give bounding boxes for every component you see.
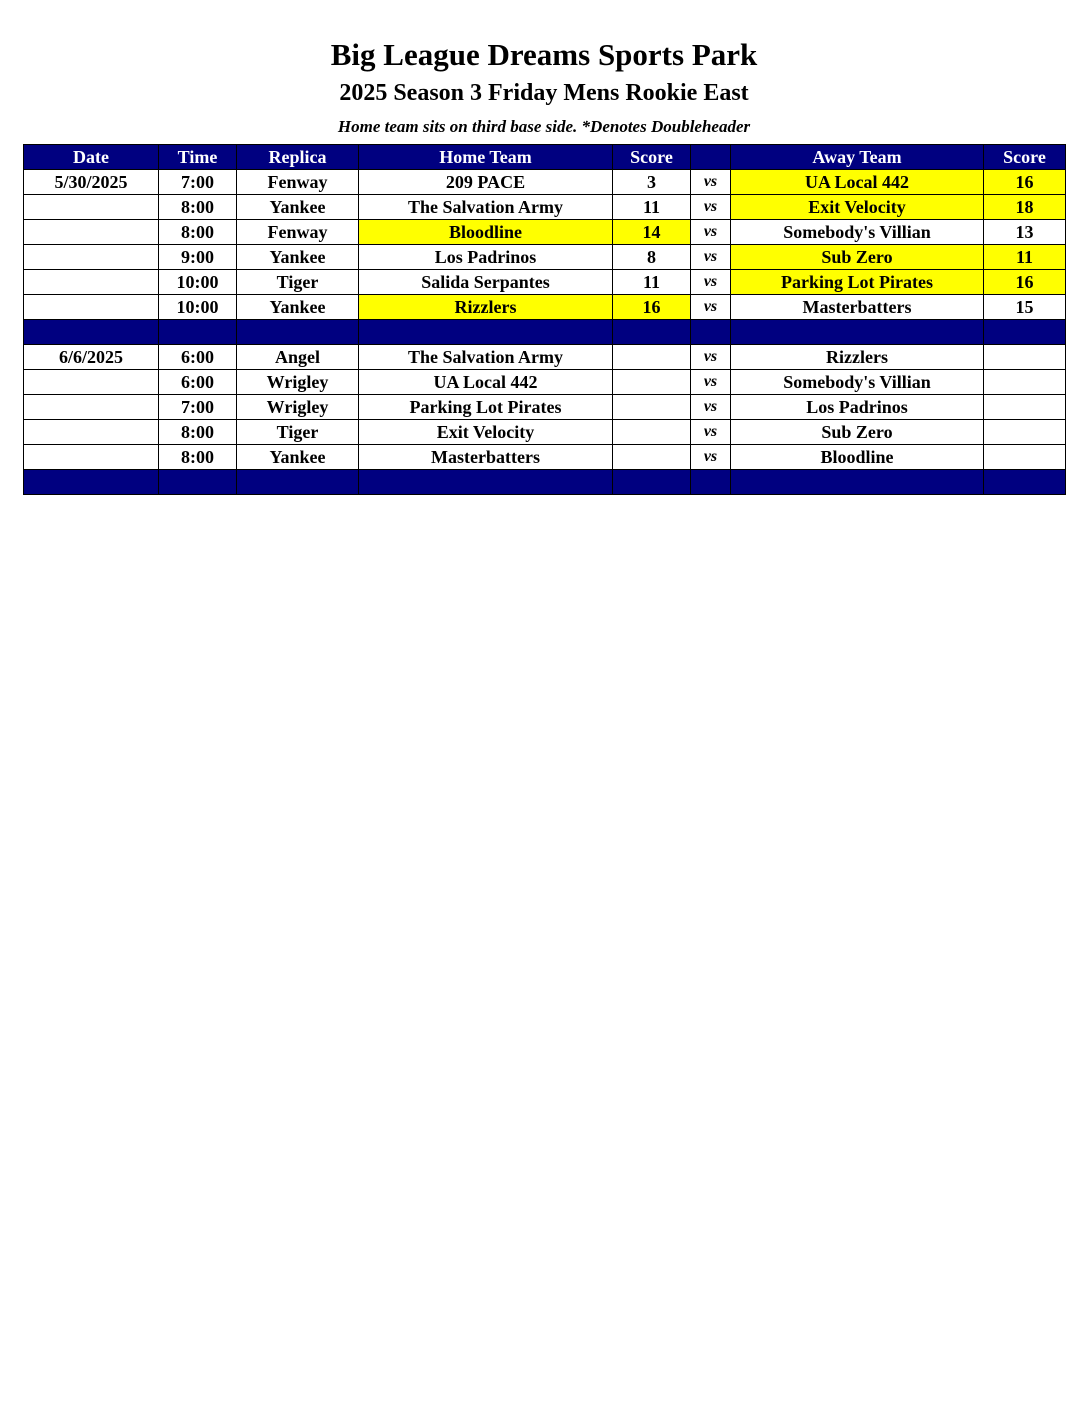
home-team-cell: Exit Velocity	[359, 420, 613, 445]
separator-cell	[359, 320, 613, 345]
away-score-cell: 16	[984, 270, 1066, 295]
page-subtitle: 2025 Season 3 Friday Mens Rookie East	[339, 80, 749, 106]
date-cell	[24, 395, 159, 420]
separator-cell	[237, 320, 359, 345]
day-separator-row	[24, 320, 1066, 345]
date-cell	[24, 370, 159, 395]
home-score-cell	[613, 420, 691, 445]
date-cell: 5/30/2025	[24, 170, 159, 195]
home-team-cell: UA Local 442	[359, 370, 613, 395]
vs-cell: vs	[691, 220, 731, 245]
replica-cell: Angel	[237, 345, 359, 370]
table-row	[24, 170, 1066, 195]
vs-cell: vs	[691, 420, 731, 445]
time-cell: 7:00	[159, 395, 237, 420]
away-score-cell: 15	[984, 295, 1066, 320]
separator-cell	[159, 470, 237, 495]
away-score-cell: 11	[984, 245, 1066, 270]
home-team-cell: Rizzlers	[359, 295, 613, 320]
table-row	[24, 270, 1066, 295]
vs-cell: vs	[691, 445, 731, 470]
separator-cell	[359, 470, 613, 495]
replica-cell: Fenway	[237, 220, 359, 245]
replica-cell: Wrigley	[237, 370, 359, 395]
separator-cell	[613, 470, 691, 495]
date-cell: 6/6/2025	[24, 345, 159, 370]
separator-cell	[691, 320, 731, 345]
away-score-cell: 16	[984, 170, 1066, 195]
date-cell	[24, 245, 159, 270]
date-cell	[24, 445, 159, 470]
away-team-cell: Sub Zero	[731, 420, 984, 445]
away-score-cell	[984, 420, 1066, 445]
home-team-cell: Parking Lot Pirates	[359, 395, 613, 420]
schedule-body	[24, 170, 1066, 495]
separator-cell	[691, 470, 731, 495]
vs-cell: vs	[691, 170, 731, 195]
replica-cell: Yankee	[237, 295, 359, 320]
time-cell: 7:00	[159, 170, 237, 195]
column-header-home-score: Score	[613, 145, 691, 170]
home-team-cell: Los Padrinos	[359, 245, 613, 270]
vs-cell: vs	[691, 295, 731, 320]
away-score-cell: 13	[984, 220, 1066, 245]
table-row	[24, 370, 1066, 395]
away-team-cell: UA Local 442	[731, 170, 984, 195]
column-header-home-team: Home Team	[359, 145, 613, 170]
away-team-cell: Somebody's Villian	[731, 220, 984, 245]
replica-cell: Tiger	[237, 270, 359, 295]
home-team-cell: 209 PACE	[359, 170, 613, 195]
vs-cell: vs	[691, 345, 731, 370]
table-row	[24, 395, 1066, 420]
replica-cell: Fenway	[237, 170, 359, 195]
away-team-cell: Masterbatters	[731, 295, 984, 320]
separator-cell	[731, 320, 984, 345]
vs-cell: vs	[691, 245, 731, 270]
table-row	[24, 245, 1066, 270]
date-cell	[24, 220, 159, 245]
home-score-cell	[613, 445, 691, 470]
away-score-cell	[984, 345, 1066, 370]
away-team-cell: Rizzlers	[731, 345, 984, 370]
time-cell: 10:00	[159, 270, 237, 295]
page-title: Big League Dreams Sports Park	[330, 37, 758, 72]
away-score-cell	[984, 370, 1066, 395]
table-row	[24, 295, 1066, 320]
separator-cell	[159, 320, 237, 345]
date-cell	[24, 270, 159, 295]
column-header-away-score: Score	[984, 145, 1066, 170]
home-team-cell: The Salvation Army	[359, 195, 613, 220]
home-score-cell: 3	[613, 170, 691, 195]
vs-cell: vs	[691, 195, 731, 220]
away-score-cell: 18	[984, 195, 1066, 220]
column-header-replica: Replica	[237, 145, 359, 170]
home-score-cell: 16	[613, 295, 691, 320]
table-header-row	[24, 145, 1066, 170]
table-row	[24, 420, 1066, 445]
date-cell	[24, 295, 159, 320]
vs-cell: vs	[691, 395, 731, 420]
time-cell: 8:00	[159, 195, 237, 220]
column-header-vs	[691, 145, 731, 170]
home-score-cell	[613, 370, 691, 395]
date-cell	[24, 420, 159, 445]
schedule-table	[23, 144, 1066, 495]
replica-cell: Yankee	[237, 445, 359, 470]
away-team-cell: Parking Lot Pirates	[731, 270, 984, 295]
table-row	[24, 195, 1066, 220]
away-team-cell: Bloodline	[731, 445, 984, 470]
home-score-cell: 11	[613, 270, 691, 295]
separator-cell	[984, 320, 1066, 345]
away-team-cell: Los Padrinos	[731, 395, 984, 420]
replica-cell: Wrigley	[237, 395, 359, 420]
home-team-cell: Bloodline	[359, 220, 613, 245]
table-row	[24, 445, 1066, 470]
replica-cell: Yankee	[237, 245, 359, 270]
replica-cell: Tiger	[237, 420, 359, 445]
time-cell: 8:00	[159, 220, 237, 245]
day-separator-row	[24, 470, 1066, 495]
time-cell: 6:00	[159, 345, 237, 370]
time-cell: 6:00	[159, 370, 237, 395]
away-score-cell	[984, 395, 1066, 420]
column-header-away-team: Away Team	[731, 145, 984, 170]
away-team-cell: Sub Zero	[731, 245, 984, 270]
home-score-cell: 11	[613, 195, 691, 220]
home-team-cell: Salida Serpantes	[359, 270, 613, 295]
table-row	[24, 345, 1066, 370]
separator-cell	[613, 320, 691, 345]
time-cell: 10:00	[159, 295, 237, 320]
vs-cell: vs	[691, 370, 731, 395]
table-row	[24, 220, 1066, 245]
separator-cell	[731, 470, 984, 495]
separator-cell	[984, 470, 1066, 495]
separator-cell	[24, 470, 159, 495]
vs-cell: vs	[691, 270, 731, 295]
date-cell	[24, 195, 159, 220]
home-score-cell	[613, 395, 691, 420]
column-header-time: Time	[159, 145, 237, 170]
time-cell: 8:00	[159, 420, 237, 445]
home-team-cell: Masterbatters	[359, 445, 613, 470]
replica-cell: Yankee	[237, 195, 359, 220]
home-score-cell: 8	[613, 245, 691, 270]
column-header-date: Date	[24, 145, 159, 170]
home-team-cell: The Salvation Army	[359, 345, 613, 370]
schedule-note: Home team sits on third base side. *Denotes Doubleheader	[337, 117, 751, 136]
separator-cell	[24, 320, 159, 345]
away-team-cell: Somebody's Villian	[731, 370, 984, 395]
time-cell: 8:00	[159, 445, 237, 470]
home-score-cell: 14	[613, 220, 691, 245]
home-score-cell	[613, 345, 691, 370]
time-cell: 9:00	[159, 245, 237, 270]
away-team-cell: Exit Velocity	[731, 195, 984, 220]
separator-cell	[237, 470, 359, 495]
away-score-cell	[984, 445, 1066, 470]
